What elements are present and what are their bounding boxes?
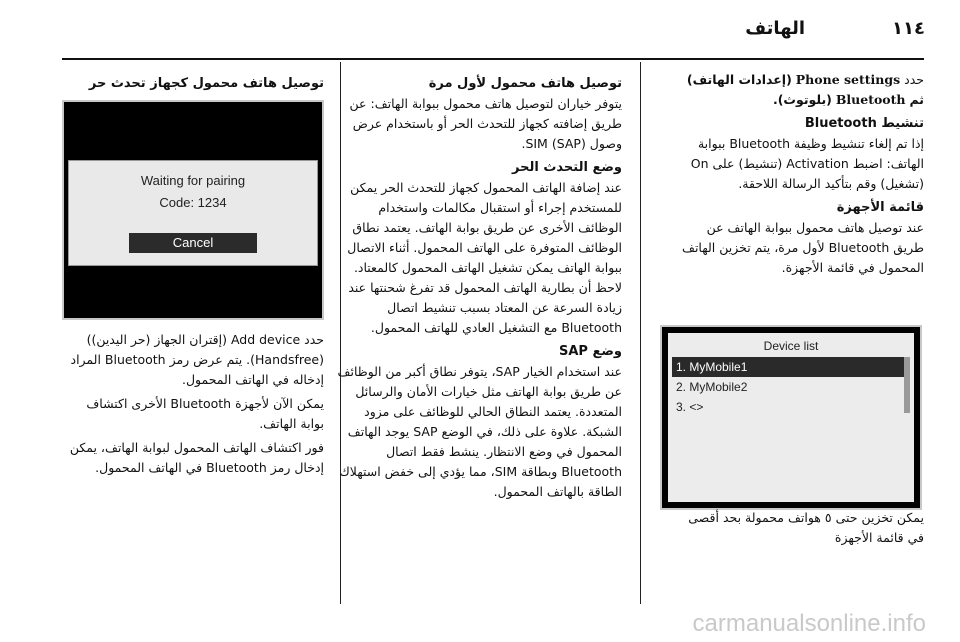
device-list-title: Device list: [763, 339, 819, 353]
header-rule: [62, 58, 924, 60]
paragraph-handsfree: عند إضافة الهاتف المحمول كجهاز للتحدث الحر يمكن للمستخدم إجراء أو استقبال مكالمات واستخدام الوظائف الأخرى عن طريق بوابة الهاتف. يعتمد نطاق الوظائف المتوفرة على الهاتف المحمول. أثناء الاتصال ببوابة الهاتف يمكن تشغيل الهاتف المحمول كالمعتاد. لاحظ أن بطارية الهاتف المحمول قد تفرغ شحنتها عند زيادة السرعة عن المعتاد بسبب تنشيط اتصال Bluetooth مع التشغيل العادي للهاتف المحمول.: [347, 180, 622, 335]
page-number: ١١٤: [892, 18, 925, 39]
pairing-code: Code: 1234: [159, 195, 227, 210]
lcd-frame: [660, 325, 922, 510]
column-right-bottom: [672, 508, 924, 552]
heading-sap-mode: وضع SAP: [558, 344, 622, 359]
pairing-status: Waiting for pairing: [140, 173, 246, 188]
lcd-inner: [668, 333, 914, 502]
paragraph-max-devices: يمكن تخزين حتى ٥ هواتف محمولة بحد أقصى في قائمة الأجهزة: [688, 510, 924, 545]
column-right: [672, 70, 924, 282]
paragraph-sap: عند استخدام الخيار SAP، يتوفر نطاق أكبر من الوظائف عن طريق بوابة الهاتف مثل خيارات الأمان والرسائل المتعددة. يعتمد النطاق الحالي للوظائف على مزود الشبكة. علاوة على ذلك، في الوضع SAP يوجد الهاتف المحمول في وضع الانتظار. ينشط فقط اتصال Bluetooth وبطاقة SIM، مما يؤدي إلى خفض استهلاك الطاقة بالهاتف المحمول.: [337, 364, 622, 499]
paragraph-device-list: عند توصيل هاتف محمول ببوابة الهاتف عن طريق Bluetooth لأول مرة، يتم تخزين الهاتف المحمول في قائمة الأجهزة.: [682, 220, 924, 275]
paragraph-enter-code: فور اكتشاف الهاتف المحمول لبوابة الهاتف، يمكن إدخال رمز Bluetooth في الهاتف المحمول.: [69, 440, 324, 475]
heading-device-list: قائمة الأجهزة: [836, 200, 924, 215]
heading-connect-handsfree: توصيل هاتف محمول كجهاز تحدث حر: [88, 76, 324, 91]
paragraph-discover: يمكن الآن لأجهزة Bluetooth الأخرى اكتشاف بوابة الهاتف.: [86, 396, 324, 431]
scrollbar[interactable]: [904, 357, 910, 413]
pairing-dialog: [68, 160, 318, 266]
column-divider-right: [640, 62, 641, 604]
watermark: carmanualsonline.info: [692, 610, 926, 637]
device-list-screen: [660, 325, 922, 510]
heading-activate-bluetooth: تنشيط Bluetooth: [804, 116, 924, 131]
lcd-frame: [62, 100, 324, 320]
heading-first-connection: توصيل هاتف محمول لأول مرة: [428, 76, 622, 91]
paragraph-activation: إذا تم إلغاء تنشيط وظيفة Bluetooth ببوابة الهاتف: اضبط Activation (تنشيط) على On (تشغيل) وقم بتأكيد الرسالة اللاحقة.: [690, 136, 924, 191]
menu-phone-settings: Phone settings: [795, 72, 901, 87]
cancel-button[interactable]: Cancel: [129, 233, 257, 253]
device-list-item[interactable]: 2. MyMobile2: [676, 380, 748, 394]
section-title: الهاتف: [745, 18, 805, 39]
paragraph-phone-settings: حدد Phone settings (إعدادات الهاتف) ثم Bluetooth (بلوتوث).: [686, 72, 924, 107]
column-left-bottom: [62, 330, 324, 482]
paragraph-add-device: حدد Add device (إقتران الجهاز (حر اليدين)) (Handsfree). يتم عرض رمز Bluetooth المراد إدخاله في الهاتف المحمول.: [70, 332, 324, 387]
heading-handsfree-mode: وضع التحدث الحر: [512, 160, 622, 175]
page-header: [35, 18, 925, 42]
column-middle: [336, 70, 622, 506]
device-list-item[interactable]: 3. <>: [676, 400, 704, 414]
paragraph-options: يتوفر خياران لتوصيل هاتف محمول ببوابة الهاتف: عن طريق إضافته كجهاز للتحدث الحر أو باستخدام عرض وصول SIM (SAP).: [349, 96, 622, 151]
device-list-item[interactable]: 1. MyMobile1: [672, 357, 910, 377]
column-left: [62, 70, 324, 94]
menu-bluetooth: Bluetooth: [835, 92, 906, 107]
pairing-screen: [62, 100, 324, 320]
